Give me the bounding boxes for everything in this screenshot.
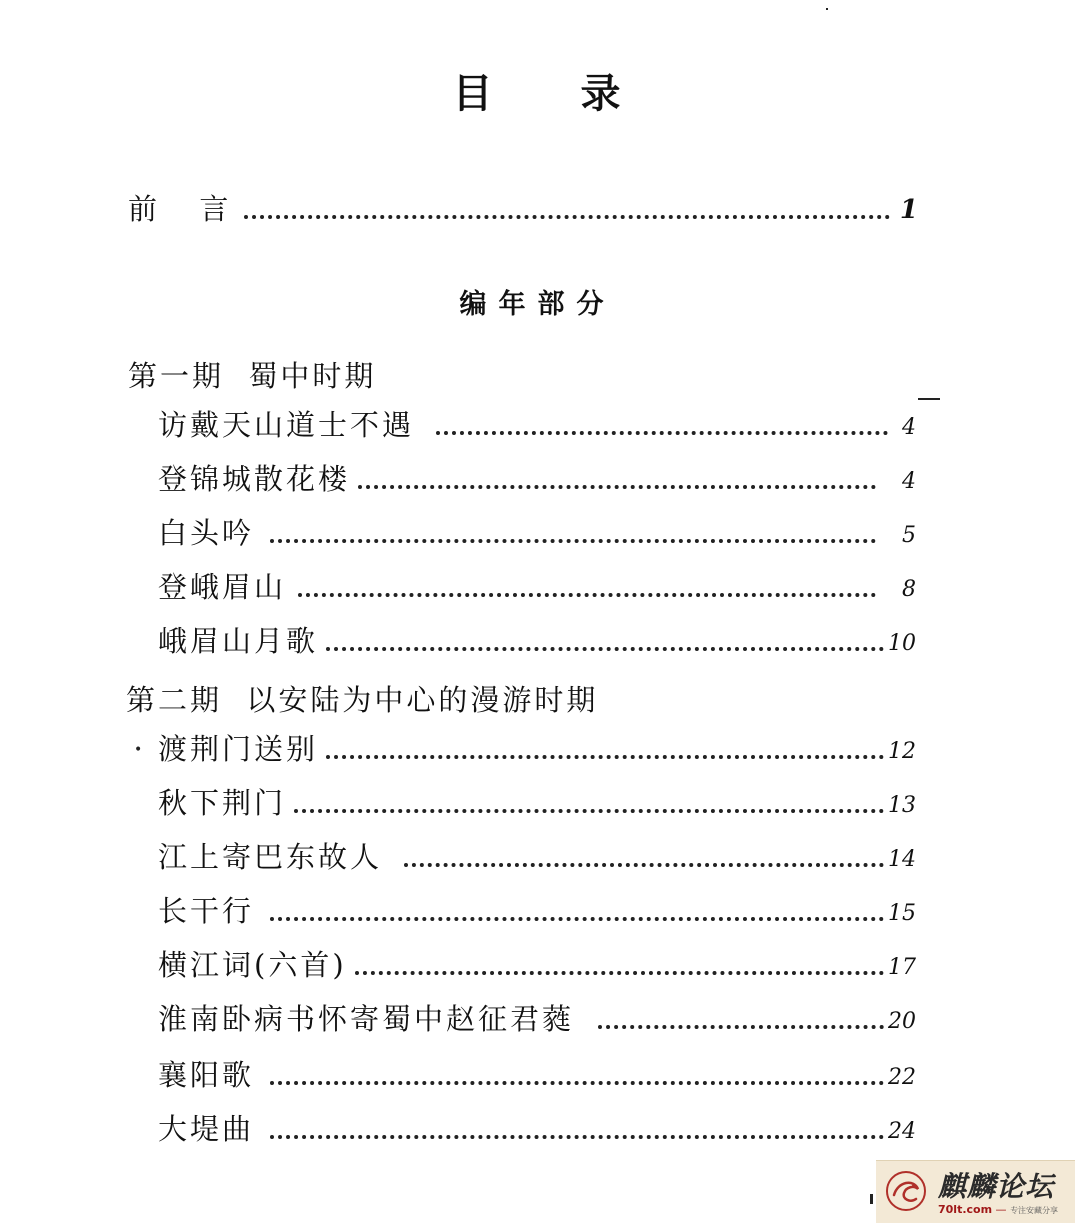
toc-entry-label: 访戴天山道士不遇 — [158, 408, 415, 442]
dot-leader — [294, 809, 884, 813]
toc-entry[interactable] — [158, 948, 916, 984]
toc-entry-label: 横江词(六首) — [158, 948, 347, 982]
dot-leader — [326, 647, 884, 651]
toc-entry-label: 渡荆门送别 — [158, 732, 319, 766]
dot-leader — [355, 971, 884, 975]
toc-page-number: 10 — [888, 631, 916, 656]
toc-page-number: 14 — [888, 847, 916, 872]
dot-leader — [270, 917, 884, 921]
toc-page-number: 20 — [888, 1009, 916, 1034]
toc-page-number: 5 — [902, 523, 916, 548]
period-heading: 第一期 蜀中时期 — [128, 359, 377, 393]
page-title: 目 录 — [452, 71, 623, 117]
dot-leader — [326, 755, 884, 759]
toc-entry-label: 登锦城散花楼 — [158, 462, 351, 496]
toc-entry[interactable] — [158, 840, 916, 876]
toc-entry-label: 江上寄巴东故人 — [158, 840, 383, 874]
toc-entry[interactable] — [158, 624, 916, 660]
bullet-mark: • — [134, 742, 143, 758]
dot-leader — [358, 485, 876, 489]
toc-page-number: 12 — [888, 739, 916, 764]
toc-entry[interactable] — [158, 732, 916, 768]
watermark-url[interactable]: 70lt.com — 专注安藏分享 — [938, 1203, 1059, 1216]
toc-page-number: 1 — [899, 195, 918, 225]
dragon-seal-icon — [884, 1169, 928, 1213]
period-heading: 第二期 以安陆为中心的漫游时期 — [126, 683, 599, 717]
toc-page-number: 8 — [902, 577, 916, 602]
toc-page-number: 13 — [888, 793, 916, 818]
toc-entry-label: 白头吟 — [158, 516, 255, 550]
toc-entry-label: 前 言 — [128, 192, 237, 226]
dot-leader — [270, 539, 876, 543]
toc-entry[interactable] — [158, 516, 916, 552]
toc-entry[interactable] — [158, 570, 916, 606]
toc-entry[interactable] — [158, 462, 916, 498]
toc-entry-label: 长干行 — [158, 894, 255, 928]
dot-leader — [244, 215, 890, 219]
toc-entry-label: 襄阳歌 — [158, 1058, 255, 1092]
toc-entry[interactable] — [158, 894, 916, 930]
toc-entry[interactable] — [158, 1058, 916, 1094]
toc-page-number: 17 — [888, 955, 916, 980]
toc-page-number: 24 — [888, 1119, 916, 1144]
toc-entry-label: 大堤曲 — [158, 1112, 255, 1146]
scan-artifact-dot — [870, 1194, 873, 1204]
toc-page-number: 22 — [888, 1065, 916, 1090]
watermark-url-text: 70lt.com — [938, 1203, 993, 1216]
toc-entry[interactable] — [158, 1002, 916, 1038]
dot-leader — [270, 1135, 884, 1139]
toc-page-number: 4 — [902, 415, 916, 440]
toc-entry[interactable] — [158, 786, 916, 822]
dot-leader — [598, 1025, 884, 1029]
dot-leader — [404, 863, 884, 867]
dot-leader — [270, 1081, 884, 1085]
dot-leader — [436, 431, 888, 435]
toc-page-number: 15 — [888, 901, 916, 926]
forum-watermark — [876, 1160, 1075, 1223]
toc-entry[interactable] — [158, 1112, 916, 1148]
watermark-site-name: 麒麟论坛 — [938, 1170, 1055, 1203]
toc-page-number: 4 — [902, 469, 916, 494]
toc-entry[interactable] — [158, 408, 916, 444]
scan-artifact-dot — [826, 8, 828, 10]
toc-entry-label: 登峨眉山 — [158, 570, 287, 604]
scan-artifact-line — [918, 398, 940, 400]
toc-entry-label: 秋下荆门 — [158, 786, 287, 820]
section-heading: 编年部分 — [459, 289, 616, 320]
toc-entry-label: 峨眉山月歌 — [158, 624, 319, 658]
dot-leader — [298, 593, 876, 597]
toc-entry-preface[interactable] — [128, 192, 918, 228]
toc-entry-label: 淮南卧病书怀寄蜀中赵征君蕤 — [158, 1002, 575, 1036]
watermark-slogan: 专注安藏分享 — [1010, 1206, 1059, 1215]
